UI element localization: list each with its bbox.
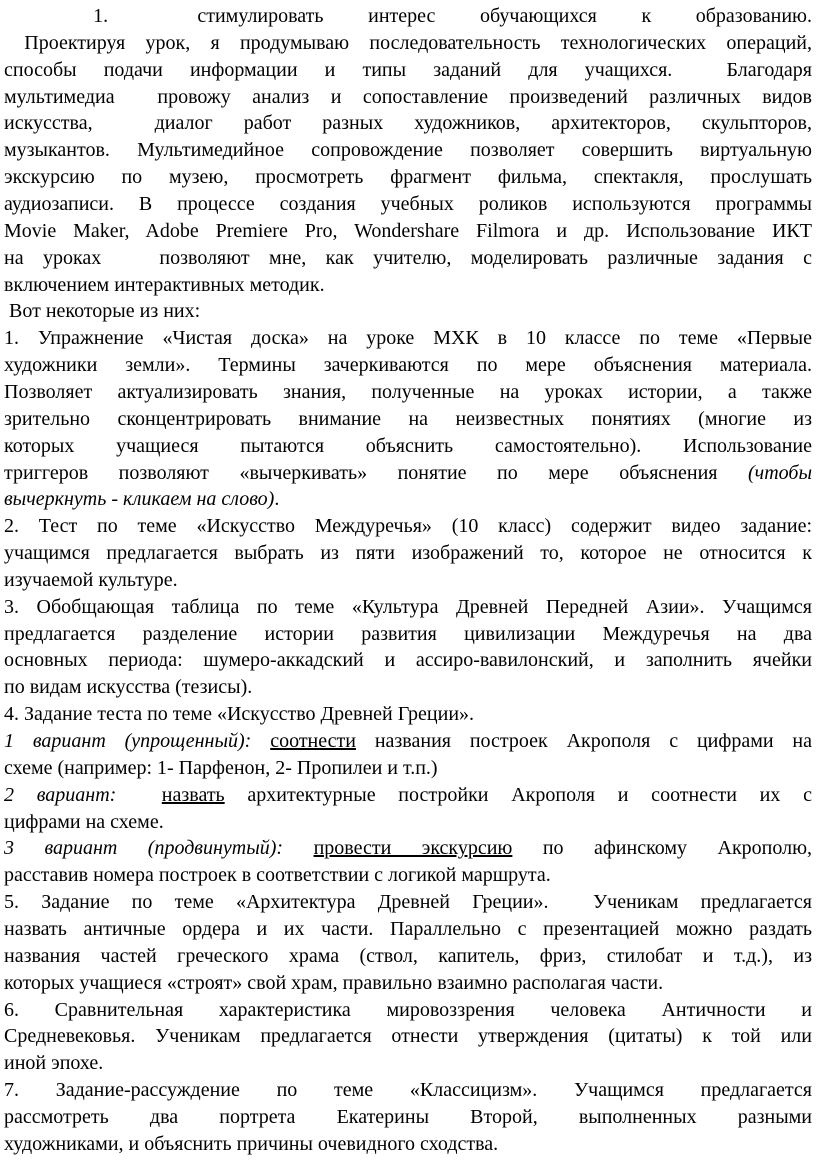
text-line bbox=[4, 57, 812, 84]
text-run: включением интерактивных методик. bbox=[4, 273, 325, 296]
text-line bbox=[4, 137, 812, 164]
text-line bbox=[4, 433, 812, 460]
text-run: рассмотреть два портрета Екатерины Второй, выполненных разными bbox=[4, 1105, 812, 1128]
text-run: триггеров позволяют «вычеркивать» понятие по мере объяснения bbox=[4, 461, 749, 484]
text-run: Вот некоторые из них: bbox=[4, 300, 201, 323]
text-line bbox=[4, 701, 812, 728]
text-run: 3. Обобщающая таблица по теме «Культура Древней Передней Азии». Учащимся bbox=[4, 595, 812, 618]
text-run: художниками, и объяснить причины очевидного сходства. bbox=[4, 1132, 499, 1155]
text-line bbox=[4, 1104, 812, 1131]
text-run: названия построек Акрополя с цифрами на bbox=[355, 730, 812, 752]
text-run: искусства, диалог работ разных художников, архитекторов, скульпторов, bbox=[4, 112, 812, 135]
text-run: 6. Сравнительная характеристика мировоззрения человека Античности и bbox=[4, 998, 812, 1021]
text-run: 1. стимулировать интерес обучающихся к образованию. bbox=[4, 5, 812, 27]
text-run: Средневековья. Ученикам предлагается отнести утверждения (цитаты) к той или bbox=[4, 1025, 812, 1048]
text-line bbox=[4, 1131, 812, 1158]
text-line bbox=[4, 621, 812, 648]
text-line bbox=[4, 164, 812, 191]
text-run: архитектурные постройки Акрополя и соотнести их с bbox=[224, 783, 812, 806]
text-run: 2. Тест по теме «Искусство Междуречья» (10 класс) содержит видео задание: bbox=[4, 515, 812, 538]
text-run: назвать античные ордера и их части. Параллельно с презентацией можно раздать bbox=[4, 917, 812, 940]
underlined-text: соотнести bbox=[270, 730, 356, 752]
text-line bbox=[4, 191, 812, 218]
underlined-text: назвать bbox=[161, 783, 225, 806]
text-line bbox=[4, 889, 812, 916]
text-run: художники земли». Термины зачеркиваются по мере объяснения материала. bbox=[4, 354, 812, 377]
text-line bbox=[4, 1023, 812, 1050]
text-line bbox=[4, 352, 812, 379]
text-run: музыкантов. Мультимедийное сопровождение позволяет совершить виртуальную bbox=[4, 139, 812, 162]
text-run: способы подачи информации и типы заданий для учащихся. Благодаря bbox=[4, 58, 812, 81]
text-line bbox=[4, 1050, 812, 1077]
text-run: учащимся предлагается выбрать из пяти изображений то, которое не относится к bbox=[4, 542, 812, 564]
text-run: по афинскому Акрополю, bbox=[512, 837, 812, 860]
text-run: аудиозаписи. В процессе создания учебных роликов используются программы bbox=[4, 193, 812, 215]
text-run: предлагается разделение истории развития цивилизации Междуречья на два bbox=[4, 622, 812, 645]
text-line bbox=[4, 245, 812, 272]
text-line bbox=[4, 594, 812, 621]
text-line bbox=[4, 943, 812, 970]
text-line bbox=[4, 379, 812, 406]
text-run: цифрами на схеме. bbox=[4, 810, 164, 833]
text-line bbox=[4, 674, 812, 701]
text-line bbox=[4, 728, 812, 755]
text-run: названия частей греческого храма (ствол, капитель, фриз, стилобат и т.д.), из bbox=[4, 944, 812, 967]
text-run: зрительно сконцентрировать внимание на неизвестных понятиях (многие из bbox=[4, 407, 812, 430]
text-line bbox=[4, 540, 812, 567]
text-line bbox=[4, 3, 812, 30]
text-run bbox=[251, 730, 270, 752]
text-run: иной эпохе. bbox=[4, 1052, 104, 1075]
text-line bbox=[4, 997, 812, 1024]
text-run: 5. Задание по теме «Архитектура Древней Греции». Ученикам предлагается bbox=[4, 891, 812, 914]
text-line bbox=[4, 647, 812, 674]
text-run: Позволяет актуализировать знания, полученные на уроках истории, а также bbox=[4, 380, 812, 403]
text-line bbox=[4, 110, 812, 137]
text-run: Movie Maker, Adobe Premiere Pro, Wondershare Filmora и др. Использование ИКТ bbox=[4, 219, 812, 242]
text-run bbox=[116, 784, 161, 806]
text-line bbox=[4, 782, 812, 809]
italic-text: вычеркнуть - кликаем на слово) bbox=[4, 488, 275, 511]
text-line bbox=[4, 30, 812, 57]
text-run: которых учащиеся пытаются объяснить самостоятельно). Использование bbox=[4, 434, 812, 457]
text-run: которых учащиеся «строят» свой храм, правильно взаимно располагая части. bbox=[4, 971, 664, 994]
text-line bbox=[4, 970, 812, 997]
text-run: 7. Задание-рассуждение по теме «Классицизм». Учащимся предлагается bbox=[4, 1079, 812, 1101]
text-line bbox=[4, 513, 812, 540]
text-run: основных периода: шумеро-аккадский и ассиро-вавилонский, и заполнить ячейки bbox=[4, 649, 812, 672]
underlined-text: провести экскурсию bbox=[313, 837, 513, 860]
text-line bbox=[4, 755, 812, 782]
text-line bbox=[4, 916, 812, 943]
italic-text: (чтобы bbox=[748, 461, 812, 484]
text-line bbox=[4, 567, 812, 594]
text-run: мультимедиа провожу анализ и сопоставление произведений различных видов bbox=[4, 85, 812, 108]
text-line bbox=[4, 325, 812, 352]
text-line bbox=[4, 218, 812, 245]
text-run: изучаемой культуре. bbox=[4, 568, 178, 591]
italic-text: 2 вариант: bbox=[4, 783, 117, 806]
text-line bbox=[4, 272, 812, 299]
text-line bbox=[4, 835, 812, 862]
text-line bbox=[4, 809, 812, 836]
text-run: по видам искусства (тезисы). bbox=[4, 676, 253, 699]
text-line bbox=[4, 298, 812, 325]
text-run: . bbox=[274, 488, 280, 511]
text-run: Проектируя урок, я продумываю последовательность технологических операций, bbox=[4, 31, 812, 54]
text-line bbox=[4, 406, 812, 433]
text-line bbox=[4, 460, 812, 487]
italic-text: 1 вариант (упрощенный): bbox=[4, 730, 252, 752]
text-run: на уроках позволяют мне, как учителю, моделировать различные задания с bbox=[4, 246, 812, 269]
text-run bbox=[283, 837, 313, 859]
text-run: 1. Упражнение «Чистая доска» на уроке МХК в 10 классе по теме «Первые bbox=[4, 327, 812, 350]
text-line bbox=[4, 84, 812, 111]
text-run: схеме (например: 1- Парфенон, 2- Пропилеи и т.п.) bbox=[4, 756, 438, 779]
text-run: расставив номера построек в соответствии с логикой маршрута. bbox=[4, 864, 551, 887]
text-run: экскурсию по музею, просмотреть фрагмент фильма, спектакля, прослушать bbox=[4, 166, 812, 189]
text-line bbox=[4, 862, 812, 889]
text-run: 4. Задание теста по теме «Искусство Древней Греции». bbox=[4, 703, 475, 726]
italic-text: 3 вариант (продвинутый): bbox=[4, 837, 284, 860]
text-line bbox=[4, 486, 812, 513]
text-line bbox=[4, 1077, 812, 1104]
